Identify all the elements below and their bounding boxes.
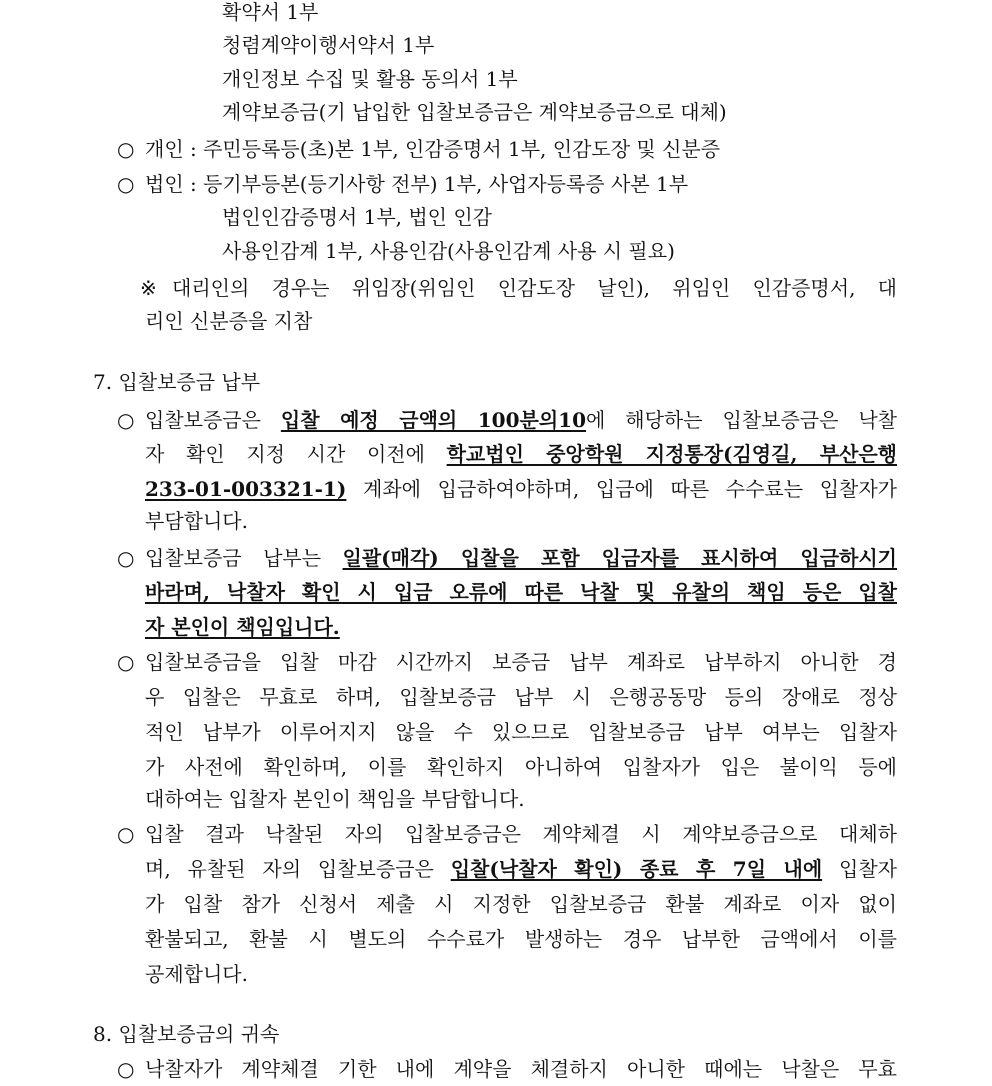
text-segment: 가 입찰 참가 신청서 제출 시 지정한 입찰보증금 환불 계좌로 이자 없이 — [145, 892, 897, 916]
text-segment: 계좌에 입금하여야하며, 입금에 따른 수수료는 입찰자가 — [346, 477, 897, 501]
text-line — [145, 925, 897, 953]
text-segment: 리인 신분증을 지참 — [145, 309, 313, 333]
text-line — [145, 475, 897, 503]
section-heading — [93, 1020, 279, 1048]
text-segment: 대하여는 입찰자 본인이 책임을 부담합니다. — [145, 787, 525, 811]
text-segment: 확약서 1부 — [222, 0, 319, 24]
text-line — [145, 648, 897, 676]
note-mark-icon: ※ — [140, 276, 157, 300]
text-segment: 법인 : 등기부등본(등기사항 전부) 1부, 사업자등록증 사본 1부 — [145, 172, 689, 196]
text-line — [145, 135, 720, 163]
text-segment: 입찰 결과 낙찰된 자의 입찰보증금은 계약체결 시 계약보증금으로 대체하 — [145, 822, 897, 846]
text-segment: 개인정보 수집 및 활용 동의서 1부 — [222, 67, 518, 91]
text-segment: 청렴계약이행서약서 1부 — [222, 33, 435, 57]
text-segment: 우 입찰은 무효로 하며, 입찰보증금 납부 시 은행공동망 등의 장애로 정상 — [145, 685, 897, 709]
circle-bullet-icon: ○ — [117, 1057, 135, 1081]
text-segment: 며, 유찰된 자의 입찰보증금은 — [145, 857, 451, 881]
text-line — [145, 1055, 897, 1083]
text-line — [145, 753, 897, 781]
text-segment: 자 확인 지정 시간 이전에 — [145, 442, 447, 466]
circle-bullet-icon: ○ — [117, 650, 135, 674]
emphasized-text: 입찰(낙찰자 확인) 종료 후 7일 내에 — [450, 857, 823, 881]
circle-bullet-icon: ○ — [117, 408, 135, 432]
text-line — [145, 406, 897, 434]
emphasized-text: 일괄(매각) 입찰을 포함 입금자를 표시하여 입금하시기 — [342, 546, 897, 570]
text-segment: 계약보증금(기 납입한 입찰보증금은 계약보증금으로 대체) — [222, 100, 727, 124]
emphasized-text: 입찰 예정 금액의 100분의10 — [280, 408, 586, 432]
text-line — [222, 203, 492, 231]
text-line — [222, 98, 727, 126]
emphasized-text: 바라며, 낙찰자 확인 시 입금 오류에 따른 낙찰 및 유찰의 책임 등은 입찰 — [145, 580, 897, 604]
section-heading — [93, 368, 260, 396]
text-line — [145, 960, 248, 988]
text-segment: 에 해당하는 입찰보증금은 낙찰 — [586, 408, 897, 432]
circle-bullet-icon: ○ — [117, 172, 135, 196]
text-segment: 법인인감증명서 1부, 법인 인감 — [222, 205, 492, 229]
text-segment: 가 사전에 확인하며, 이를 확인하지 아니하여 입찰자가 입은 불이익 등에 — [145, 755, 897, 779]
text-segment: 입찰보증금 납부는 — [145, 546, 343, 570]
text-segment: 낙찰자가 계약체결 기한 내에 계약을 체결하지 아니한 때에는 낙찰은 무효 — [145, 1057, 897, 1081]
text-segment: 개인 : 주민등록등(초)본 1부, 인감증명서 1부, 인감도장 및 신분증 — [145, 137, 721, 161]
text-line — [145, 544, 897, 572]
text-line — [145, 718, 897, 746]
text-line — [145, 820, 897, 848]
text-segment: 입찰자 — [822, 857, 897, 881]
circle-bullet-icon: ○ — [117, 822, 135, 846]
text-line — [145, 683, 897, 711]
text-line — [222, 237, 675, 265]
text-segment: 대리인의 경우는 위임장(위임인 인감도장 날인), 위임인 인감증명서, 대 — [172, 276, 897, 300]
text-line — [145, 507, 248, 535]
text-line — [145, 440, 897, 468]
emphasized-text: 학교법인 중앙학원 지정통장(김영길, 부산은행 — [446, 442, 897, 466]
text-line — [145, 855, 897, 883]
text-line — [172, 274, 897, 302]
emphasized-text: 자 본인이 책임입니다. — [145, 615, 340, 639]
text-segment: 사용인감계 1부, 사용인감(사용인감계 사용 시 필요) — [222, 239, 675, 263]
text-segment: 입찰보증금을 입찰 마감 시간까지 보증금 납부 계좌로 납부하지 아니한 경 — [145, 650, 897, 674]
text-line — [145, 613, 340, 641]
circle-bullet-icon: ○ — [117, 546, 135, 570]
text-segment: 7. 입찰보증금 납부 — [93, 370, 261, 394]
text-segment: 입찰보증금은 — [145, 408, 281, 432]
text-line — [145, 170, 688, 198]
text-line — [145, 307, 312, 335]
circle-bullet-icon: ○ — [117, 137, 135, 161]
text-line — [222, 31, 434, 59]
text-line — [222, 0, 318, 26]
text-line — [222, 65, 518, 93]
text-segment: 부담합니다. — [145, 509, 248, 533]
text-line — [145, 578, 897, 606]
text-line — [145, 785, 525, 813]
text-segment: 8. 입찰보증금의 귀속 — [93, 1022, 280, 1046]
text-segment: 공제합니다. — [145, 962, 248, 986]
text-segment: 환불되고, 환불 시 별도의 수수료가 발생하는 경우 납부한 금액에서 이를 — [145, 927, 897, 951]
emphasized-text: 233-01-003321-1) — [145, 477, 347, 501]
text-line — [145, 890, 897, 918]
text-segment: 적인 납부가 이루어지지 않을 수 있으므로 입찰보증금 납부 여부는 입찰자 — [145, 720, 897, 744]
